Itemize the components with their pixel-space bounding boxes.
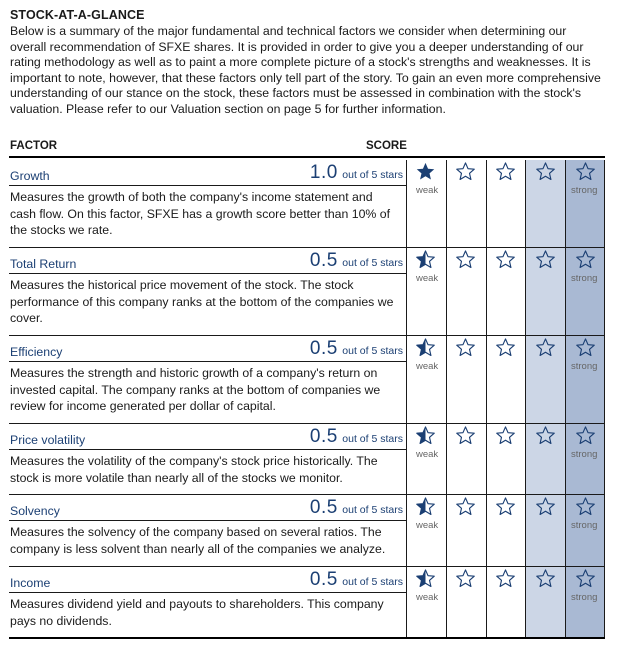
factor-column-header: FACTOR	[10, 140, 58, 152]
factor-name: Growth	[10, 169, 50, 183]
strong-label: strong	[571, 185, 598, 196]
factor-name-rule	[9, 185, 406, 186]
score-value: 0.5	[309, 569, 338, 590]
star-row	[406, 567, 605, 589]
strong-label: strong	[571, 449, 598, 460]
factor-description: Measures the historical price movement of the stock. The stock performance of this company ranks at the bottom of the companies we cover.	[10, 278, 394, 325]
half-star-icon	[406, 424, 446, 446]
factor-name: Solvency	[10, 504, 60, 518]
score-out-of-label: out of 5 stars	[342, 345, 403, 357]
empty-star-icon	[525, 248, 565, 270]
strong-label: strong	[571, 273, 598, 284]
factor-name: Total Return	[10, 257, 77, 271]
factor-description: Measures the strength and historic growth of a company's return on invested capital. The company ranks at the bottom of companies we review for income generated per dollar of capital.	[10, 366, 381, 413]
factor-score	[300, 338, 403, 360]
empty-star-icon	[486, 567, 526, 589]
empty-star-icon	[446, 160, 486, 182]
score-out-of-label: out of 5 stars	[342, 576, 403, 588]
intro-paragraph: Below is a summary of the major fundamental and technical factors we consider when determining our overall recommendation of SFXE shares. It is provided in order to give you a deeper understanding of our rating methodology as well as to paint a more complete picture of a stock's strengths and weaknesses. It is important to note, however, that these factors only tell part of the story. To gain an even more comprehensive understanding of our stance on the stock, these factors must be assessed in combination with the stock's valuation. Please refer to our Valuation section on page 5 for further information.	[10, 24, 601, 116]
star-row	[406, 248, 605, 270]
empty-star-icon	[525, 567, 565, 589]
factor-description: Measures the solvency of the company based on several ratios. The company is less solvent than nearly all of the companies we analyze.	[10, 525, 386, 556]
empty-star-icon	[525, 336, 565, 358]
empty-star-icon	[525, 424, 565, 446]
score-column-header: SCORE	[366, 140, 407, 152]
star-row	[406, 495, 605, 517]
star-rating-grid	[406, 336, 605, 423]
star-rating-grid	[406, 495, 605, 566]
empty-star-icon	[565, 495, 605, 517]
factor-name: Income	[10, 576, 51, 590]
score-value: 0.5	[309, 338, 338, 359]
factor-score	[300, 426, 403, 448]
score-out-of-label: out of 5 stars	[342, 433, 403, 445]
factor-score	[300, 497, 403, 519]
half-star-icon	[406, 495, 446, 517]
weak-label: weak	[416, 520, 439, 531]
star-row	[406, 424, 605, 446]
factor-name-rule	[9, 592, 406, 593]
score-out-of-label: out of 5 stars	[342, 169, 403, 181]
star-row	[406, 160, 605, 182]
weak-label: weak	[416, 361, 439, 372]
factor-name-rule	[9, 449, 406, 450]
empty-star-icon	[565, 248, 605, 270]
star-rating-grid	[406, 567, 605, 637]
factor-score	[300, 569, 403, 591]
factor-score	[300, 162, 403, 184]
filled-star-icon	[406, 160, 446, 182]
factor-description: Measures the growth of both the company's income statement and cash flow. On this factor, SFXE has a growth score better than 10% of the stocks we rate.	[10, 190, 391, 237]
score-out-of-label: out of 5 stars	[342, 257, 403, 269]
empty-star-icon	[565, 424, 605, 446]
half-star-icon	[406, 336, 446, 358]
empty-star-icon	[486, 248, 526, 270]
strong-label: strong	[571, 361, 598, 372]
empty-star-icon	[525, 495, 565, 517]
score-value: 0.5	[309, 250, 338, 271]
factor-name-rule	[9, 361, 406, 362]
empty-star-icon	[446, 248, 486, 270]
empty-star-icon	[446, 336, 486, 358]
weak-label: weak	[416, 592, 439, 603]
strong-label: strong	[571, 592, 598, 603]
star-rating-grid	[406, 160, 605, 247]
empty-star-icon	[486, 495, 526, 517]
weak-label: weak	[416, 449, 439, 460]
empty-star-icon	[486, 424, 526, 446]
score-value: 0.5	[309, 426, 338, 447]
factor-description: Measures dividend yield and payouts to shareholders. This company pays no dividends.	[10, 597, 384, 628]
weak-label: weak	[416, 185, 439, 196]
row-divider	[9, 637, 605, 639]
empty-star-icon	[486, 336, 526, 358]
score-out-of-label: out of 5 stars	[342, 504, 403, 516]
empty-star-icon	[565, 567, 605, 589]
star-rating-grid	[406, 248, 605, 335]
empty-star-icon	[486, 160, 526, 182]
factor-name-rule	[9, 273, 406, 274]
empty-star-icon	[446, 567, 486, 589]
star-rating-grid	[406, 424, 605, 494]
empty-star-icon	[446, 495, 486, 517]
empty-star-icon	[565, 336, 605, 358]
factor-name: Price volatility	[10, 433, 86, 447]
factor-name-rule	[9, 520, 406, 521]
empty-star-icon	[565, 160, 605, 182]
half-star-icon	[406, 567, 446, 589]
empty-star-icon	[525, 160, 565, 182]
empty-star-icon	[446, 424, 486, 446]
factor-name: Efficiency	[10, 345, 63, 359]
score-value: 1.0	[309, 162, 338, 183]
factor-score	[300, 250, 403, 272]
header-rule	[9, 156, 605, 158]
weak-label: weak	[416, 273, 439, 284]
section-title: STOCK-AT-A-GLANCE	[10, 8, 145, 22]
factor-description: Measures the volatility of the company's stock price historically. The stock is more volatile than nearly all of the stocks we monitor.	[10, 454, 378, 485]
strong-label: strong	[571, 520, 598, 531]
half-star-icon	[406, 248, 446, 270]
score-value: 0.5	[309, 497, 338, 518]
star-row	[406, 336, 605, 358]
